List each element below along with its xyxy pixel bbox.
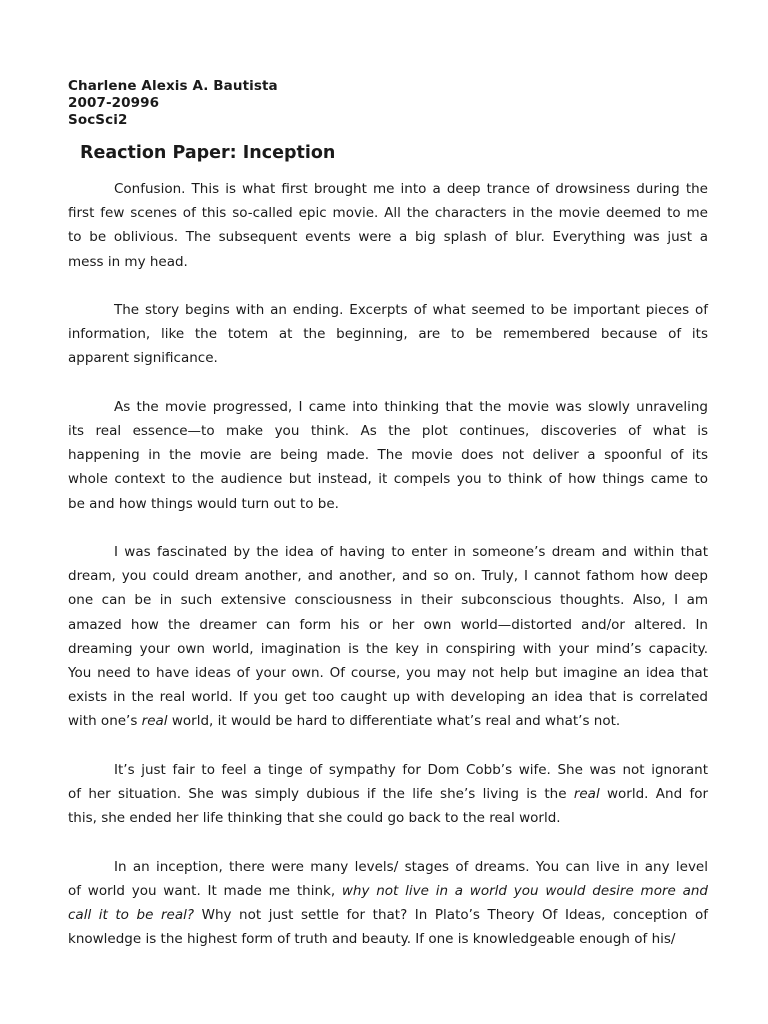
document-body [68, 177, 708, 976]
document-header [68, 78, 278, 129]
text-line [68, 685, 708, 709]
text-segment: apparent significance. [68, 350, 218, 367]
text-line [68, 661, 708, 685]
text-segment: amazed how the dreamer can form his or her own world—distorted and/or altered. In [68, 616, 708, 633]
text-segment: knowledge is the highest form of truth and beauty. If one is knowledgeable enough of his/ [68, 931, 676, 948]
text-segment: world, it would be hard to differentiate what’s real and what’s not. [167, 713, 621, 730]
paragraph [68, 395, 708, 516]
text-line [68, 879, 708, 903]
text-segment: As the movie progressed, I came into thinking that the movie was slowly unraveling [114, 398, 708, 415]
text-segment: its real essence—to make you think. As the plot continues, discoveries of what is [68, 423, 708, 439]
text-line [68, 225, 708, 249]
text-segment: dream, you could dream another, and another, and so on. Truly, I cannot fathom how deep [68, 568, 708, 585]
text-line [68, 201, 708, 225]
text-segment: be and how things would turn out to be. [68, 495, 339, 512]
text-line [68, 758, 708, 782]
text-line [68, 540, 708, 564]
paragraph [68, 177, 708, 274]
text-line [68, 250, 708, 274]
student-number: 2007-20996 [68, 95, 160, 111]
text-segment: to be oblivious. The subsequent events were a big splash of blur. Everything was just a [68, 229, 708, 246]
text-segment: one can be in such extensive consciousness in their subconscious thoughts. Also, I am [68, 592, 708, 609]
text-line [68, 298, 708, 322]
text-line [68, 927, 708, 951]
text-segment: It’s just fair to feel a tinge of sympathy for Dom Cobb’s wife. She was not ignorant [114, 761, 708, 778]
text-segment: of her situation. She was simply dubious if the life she’s living is the [68, 786, 574, 803]
document-title: Reaction Paper: Inception [80, 143, 336, 163]
italic-text: call it to be real? [68, 907, 195, 924]
text-segment: The story begins with an ending. Excerpts of what seemed to be important pieces of [114, 302, 708, 318]
author-name: Charlene Alexis A. Bautista [68, 78, 278, 94]
text-line [68, 177, 708, 201]
text-line [68, 346, 708, 370]
italic-text: real [141, 713, 168, 730]
text-segment: Confusion. This is what first brought me into a deep trance of drowsiness during the [114, 181, 708, 197]
text-segment: of world you want. It made me think, [68, 882, 342, 899]
course-code: SocSci2 [68, 112, 128, 128]
text-segment: In an inception, there were many levels/ stages of dreams. You can live in any level [114, 858, 708, 875]
italic-text: real [573, 786, 600, 803]
paragraph [68, 540, 708, 734]
text-segment: with one’s [68, 713, 142, 730]
paragraph [68, 298, 708, 371]
paragraph [68, 855, 708, 952]
text-segment: exists in the real world. If you get too caught up with developing an idea that is correlated [68, 689, 708, 706]
text-segment: Why not just settle for that? In Plato’s Theory Of Ideas, conception of [194, 907, 708, 924]
text-line [68, 903, 708, 927]
text-line [68, 588, 708, 612]
text-line [68, 709, 708, 733]
text-segment: happening in the movie are being made. The movie does not deliver a spoonful of its [68, 447, 708, 464]
text-segment: this, she ended her life thinking that she could go back to the real world. [68, 810, 561, 827]
text-segment: information, like the totem at the beginning, are to be remembered because of its [68, 326, 708, 343]
text-line [68, 806, 708, 830]
text-line [68, 637, 708, 661]
text-segment: dreaming your own world, imagination is the key in conspiring with your mind’s capacity. [68, 640, 708, 657]
text-line [68, 395, 708, 419]
text-line [68, 467, 708, 491]
text-line [68, 855, 708, 879]
text-line [68, 613, 708, 637]
text-line [68, 419, 708, 443]
text-segment: whole context to the audience but instead, it compels you to think of how things came to [68, 471, 708, 488]
italic-text: why not live in a world you would desire more and [341, 882, 708, 899]
paragraph [68, 758, 708, 831]
text-segment: first few scenes of this so-called epic movie. All the characters in the movie deemed to me [68, 205, 708, 222]
text-segment: You need to have ideas of your own. Of course, you may not help but imagine an idea that [68, 665, 708, 682]
text-segment: mess in my head. [68, 253, 188, 270]
text-line [68, 782, 708, 806]
text-segment: world. And for [599, 786, 709, 803]
text-segment: I was fascinated by the idea of having to enter in someone’s dream and within that [114, 544, 708, 560]
text-line [68, 492, 708, 516]
text-line [68, 564, 708, 588]
text-line [68, 322, 708, 346]
text-line [68, 443, 708, 467]
